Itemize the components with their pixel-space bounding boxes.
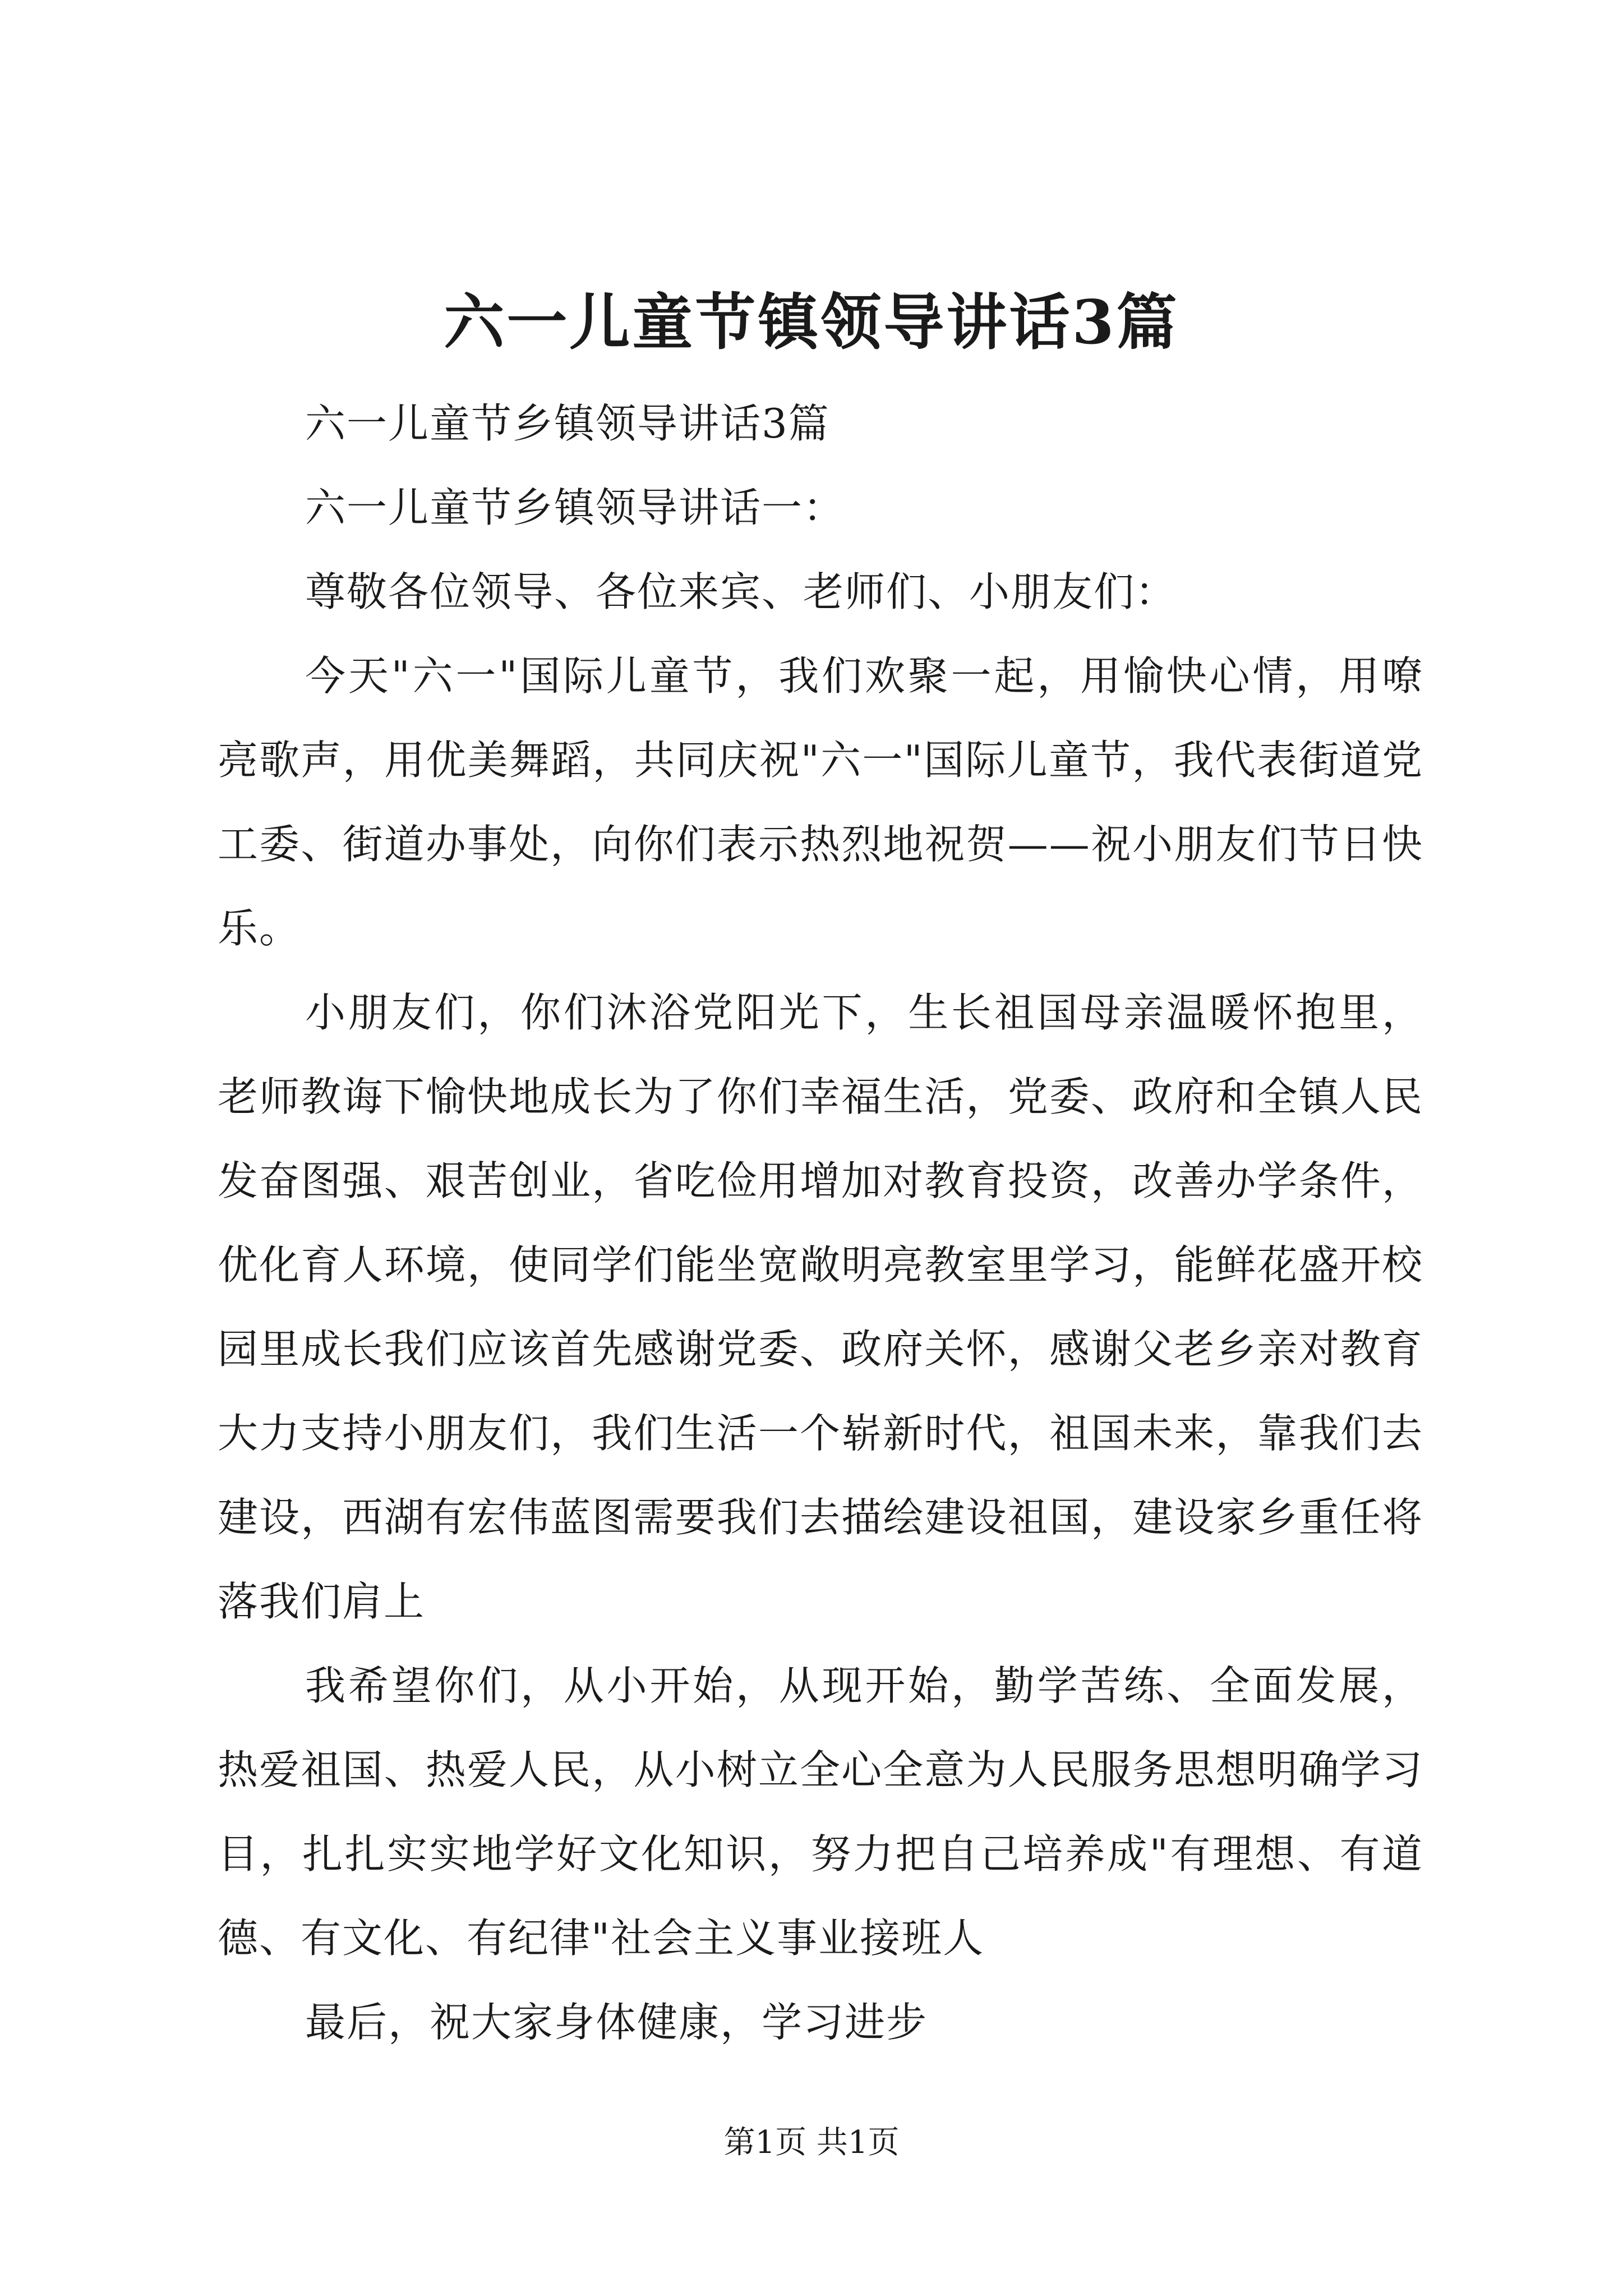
paragraph-greeting: 今天"六一"国际儿童节，我们欢聚一起，用愉快心情，用嘹亮歌声，用优美舞蹈，共同庆祝"六一"国际儿童节，我代表街道党工委、街道办事处，向你们表示热烈地祝贺——祝小朋友们节日快乐。: [218, 652, 1423, 952]
page-footer: 第1页 共1页: [723, 2124, 900, 2161]
document-title: 六一儿童节镇领导讲话3篇: [444, 287, 1179, 358]
paragraph-salutation: 尊敬各位领导、各位来宾、老师们、小朋友们：: [305, 568, 1177, 615]
paragraph-hope: 我希望你们，从小开始，从现开始，勤学苦练、全面发展，热爱祖国、热爱人民，从小树立全心全意为人民服务思想明确学习目，扎扎实实地学好文化知识，努力把自己培养成"有理想、有道德、有文化、有纪律"社会主义事业接班人: [218, 1662, 1423, 1962]
document-body: [218, 381, 1423, 2064]
paragraph-main: 小朋友们，你们沐浴党阳光下，生长祖国母亲温暖怀抱里，老师教诲下愉快地成长为了你们幸福生活，党委、政府和全镇人民发奋图强、艰苦创业，省吃俭用增加对教育投资，改善办学条件，优化育人环境，使同学们能坐宽敞明亮教室里学习，能鲜花盛开校园里成长我们应该首先感谢党委、政府关怀，感谢父老乡亲对教育大力支持小朋友们，我们生活一个崭新时代，祖国未来，靠我们去建设，西湖有宏伟蓝图需要我们去描绘建设祖国，建设家乡重任将落我们肩上: [218, 989, 1423, 1625]
paragraph-subtitle: 六一儿童节乡镇领导讲话3篇: [305, 400, 830, 447]
paragraph-closing: 最后，祝大家身体健康，学习进步: [305, 1999, 928, 2046]
paragraph-section-heading: 六一儿童节乡镇领导讲话一：: [305, 484, 845, 531]
